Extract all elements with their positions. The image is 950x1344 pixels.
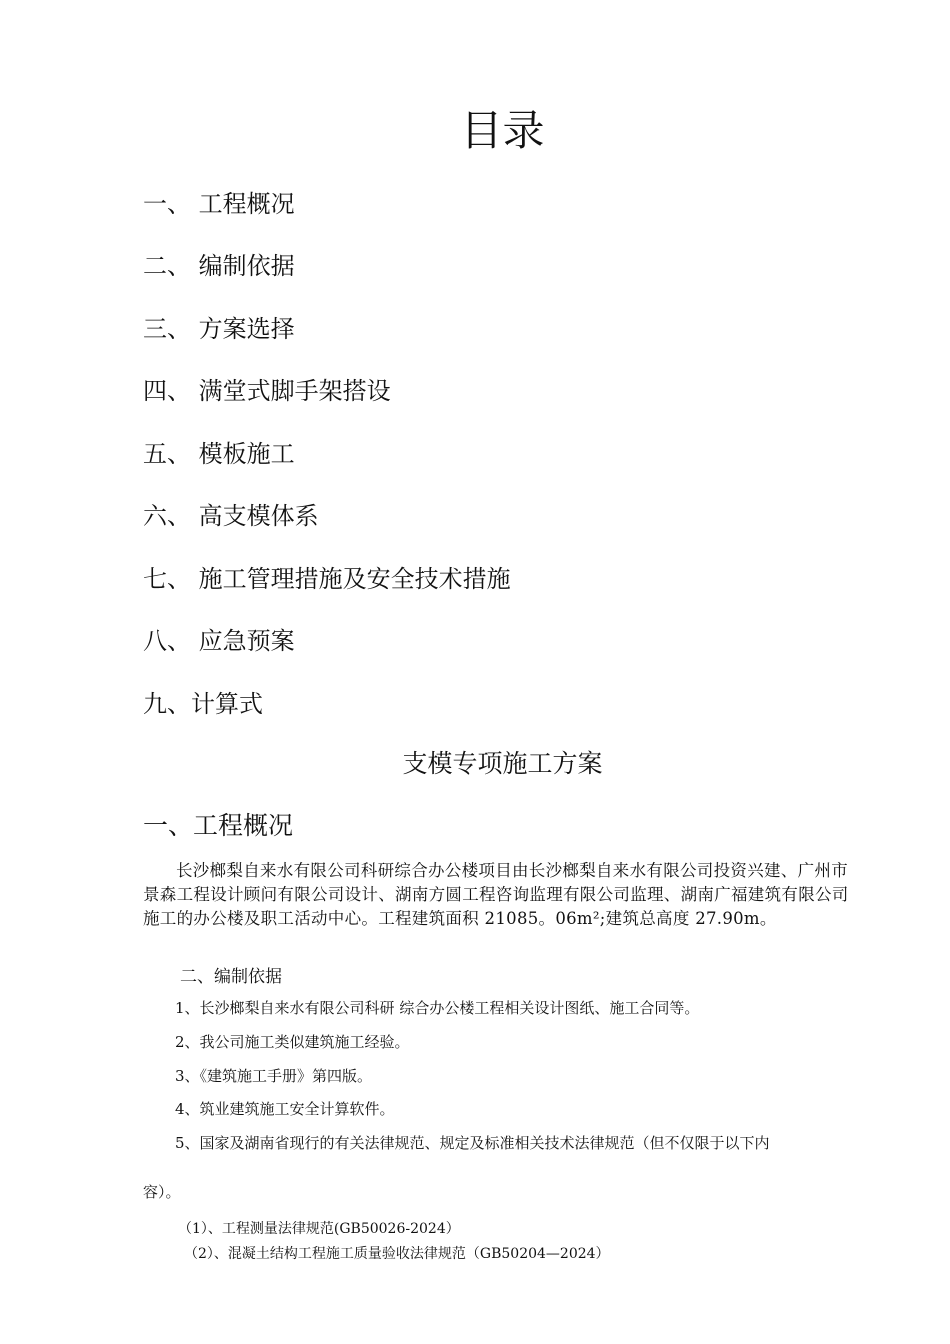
toc-item: 七、 施工管理措施及安全技术措施: [143, 565, 511, 593]
toc-item: 六、 高支模体系: [143, 502, 319, 530]
basis-item-continuation: 容）。: [143, 1183, 181, 1201]
document-title: 支模专项施工方案: [402, 749, 603, 778]
section2-heading: 二、编制依据: [180, 967, 282, 987]
standard-item: （1）、工程测量法律规范(GB50026-2024）: [178, 1221, 460, 1237]
toc-item: 五、 模板施工: [143, 440, 295, 468]
section1-heading: 一、工程概况: [143, 811, 294, 840]
toc-item: 九、计算式: [143, 690, 263, 718]
basis-item: 5、国家及湖南省现行的有关法律规范、规定及标准相关技术法律规范（但不仅限于以下内: [175, 1134, 770, 1152]
toc-item: 三、 方案选择: [143, 315, 295, 343]
basis-item: 3、《建筑施工手册》第四版。: [175, 1067, 373, 1085]
project-overview-paragraph: 长沙榔梨自来水有限公司科研综合办公楼项目由长沙榔梨自来水有限公司投资兴建、广州市景森工程设计顾问有限公司设计、湖南方圆工程咨询监理有限公司监理、湖南广福建筑有限公司施工的办公楼及职工活动中心。工程建筑面积 21085。06m²;建筑总高度 27.90m。: [143, 861, 849, 928]
toc-item: 八、 应急预案: [143, 627, 295, 655]
toc-title: 目录: [460, 106, 545, 155]
basis-item: 4、筑业建筑施工安全计算软件。: [175, 1100, 395, 1118]
standard-item: （2）、混凝土结构工程施工质量验收法律规范（GB50204—2024）: [184, 1246, 610, 1262]
basis-item: 2、我公司施工类似建筑施工经验。: [175, 1033, 410, 1051]
toc-item: 四、 满堂式脚手架搭设: [143, 377, 391, 405]
basis-item: 1、长沙榔梨自来水有限公司科研 综合办公楼工程相关设计图纸、施工合同等。: [175, 999, 700, 1017]
toc-item: 一、 工程概况: [143, 190, 295, 218]
toc-item: 二、 编制依据: [143, 252, 295, 280]
